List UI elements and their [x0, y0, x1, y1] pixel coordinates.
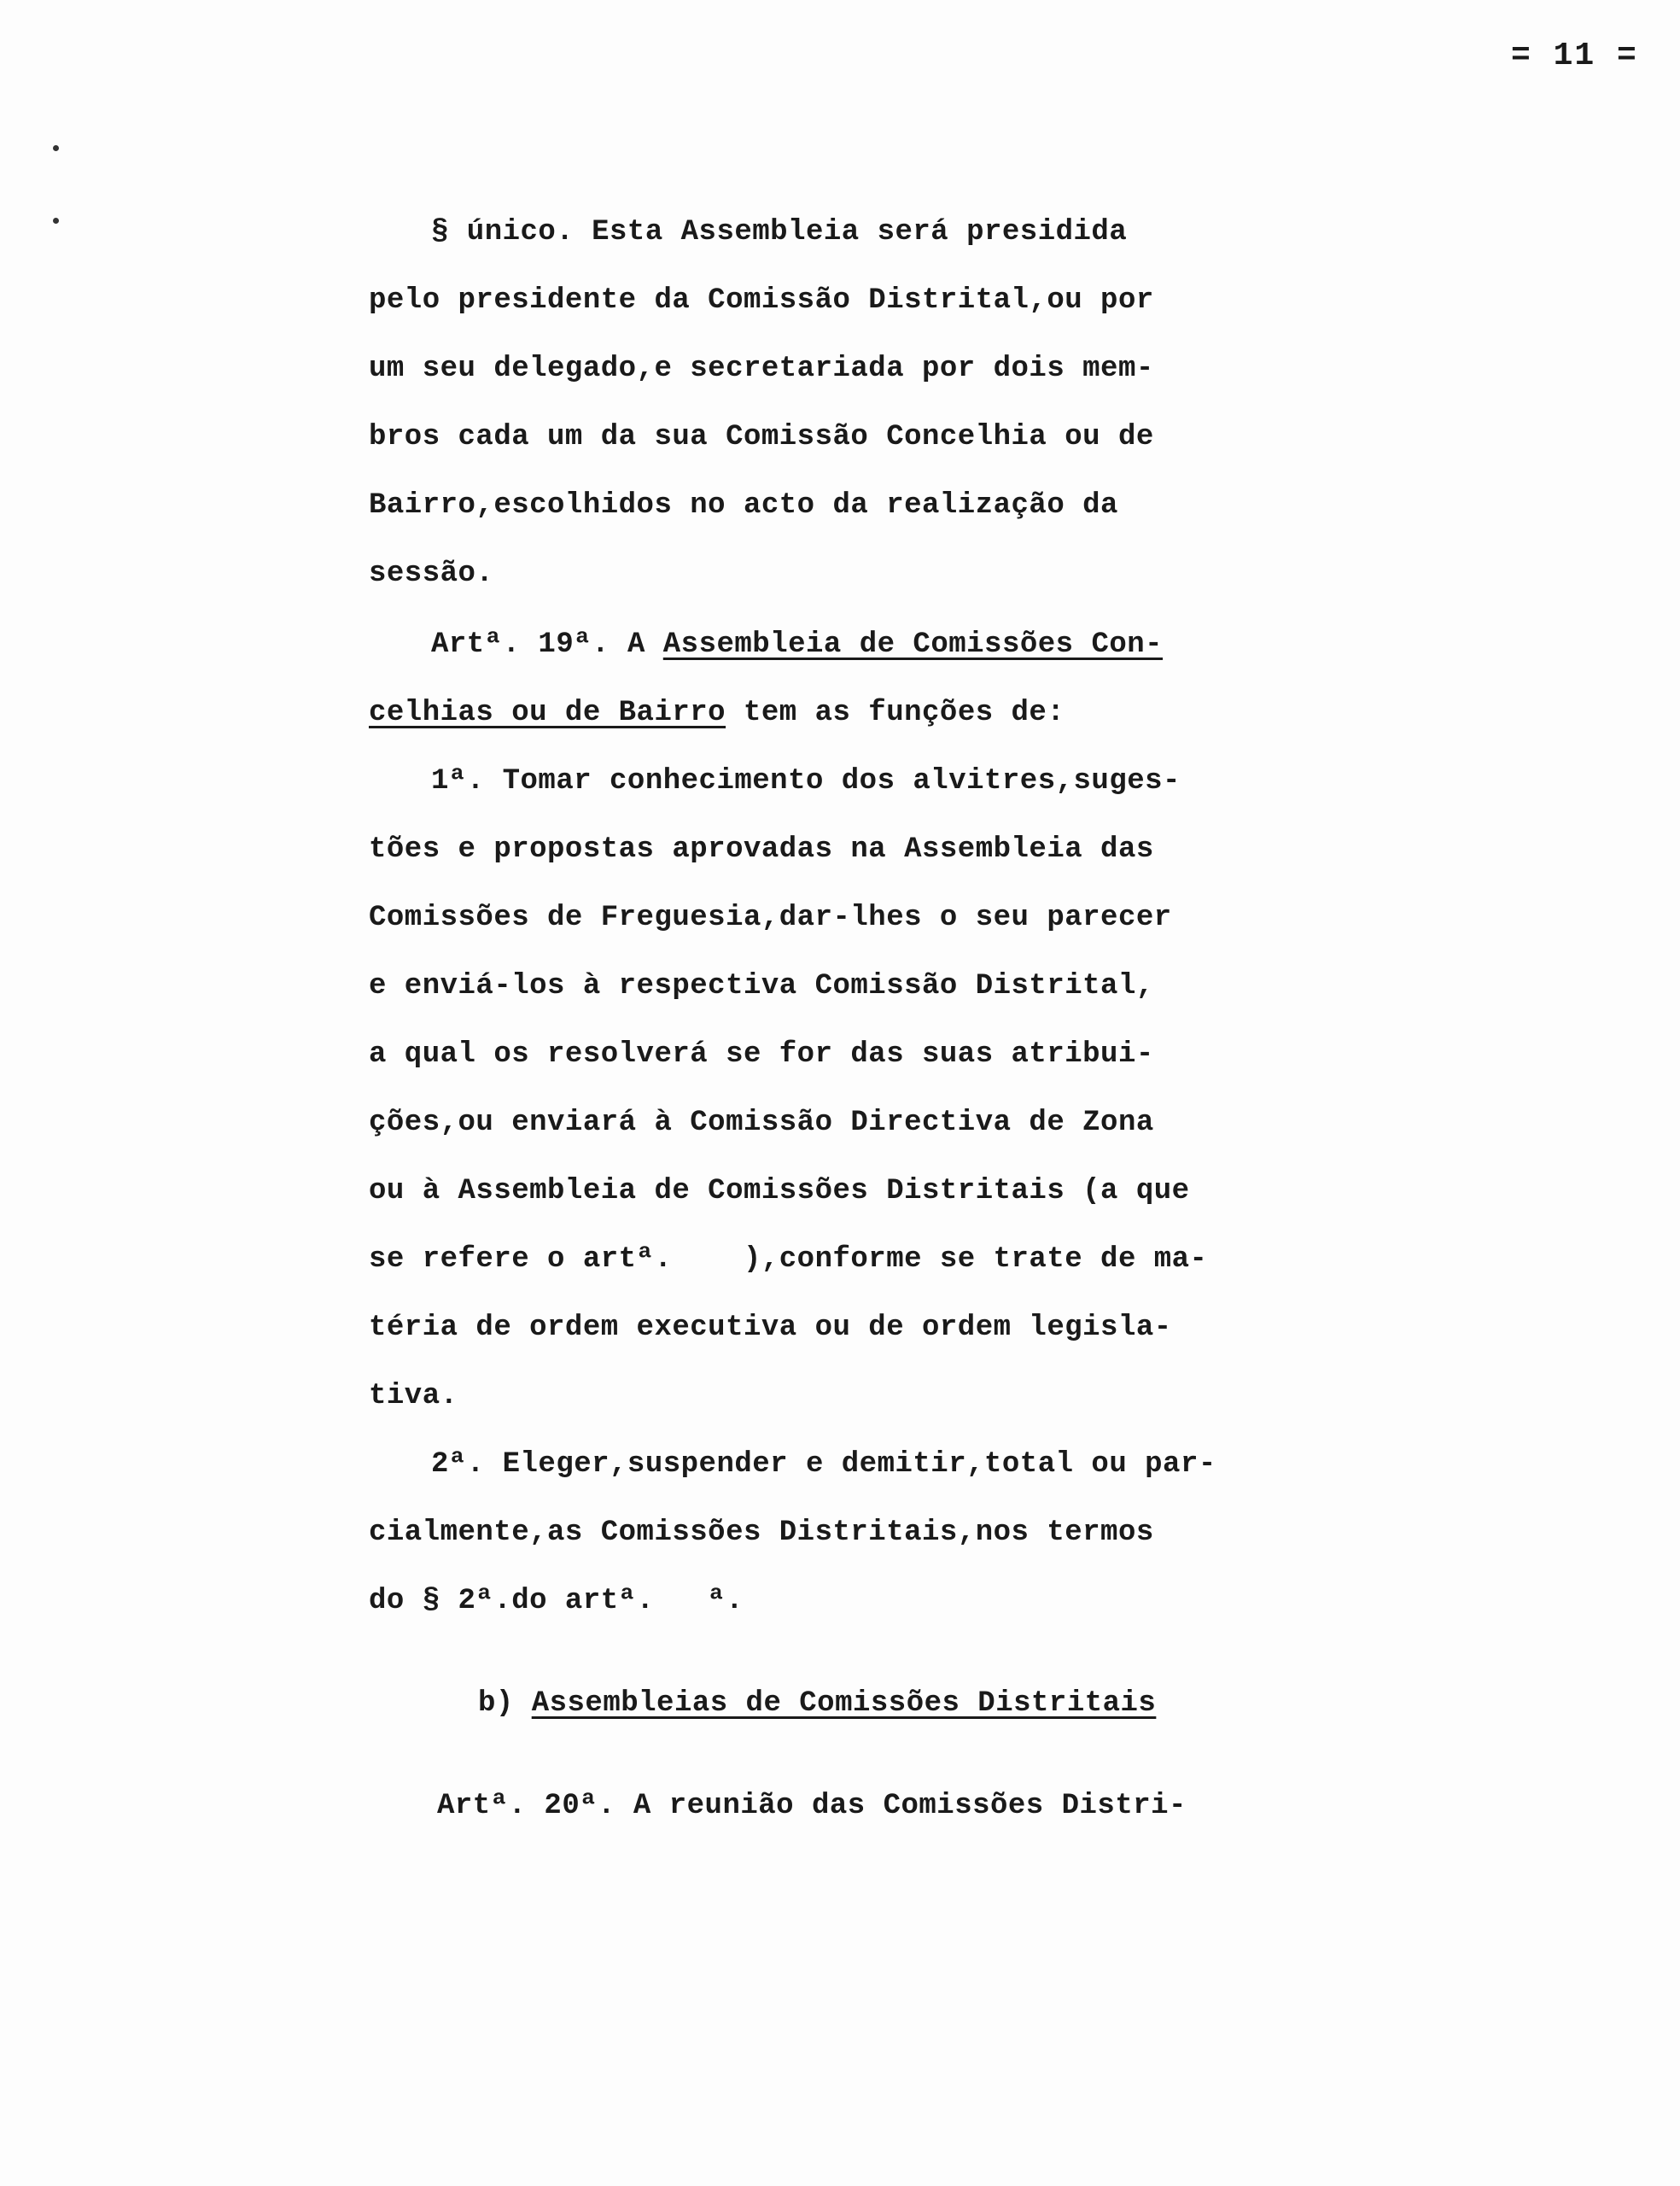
- text-line: se refere o artª. ),conforme se trate de ma-: [369, 1243, 1208, 1276]
- text-line: sessão.: [369, 558, 494, 590]
- text-line: e enviá-los à respectiva Comissão Distrital,: [369, 970, 1154, 1002]
- article-19-heading: [431, 628, 1163, 662]
- margin-speck: [53, 145, 59, 151]
- text-line: do § 2ª.do artª. ª.: [369, 1585, 744, 1617]
- article-number: ª. 19: [484, 628, 575, 661]
- text-line: tiva.: [369, 1380, 458, 1412]
- section-marker: b): [478, 1687, 532, 1720]
- text-span: tem as funções de:: [726, 697, 1065, 729]
- text-line: bros cada um da sua Comissão Concelhia ou de: [369, 421, 1154, 453]
- text-line: pelo presidente da Comissão Distrital,ou por: [369, 284, 1154, 317]
- text-line: tões e propostas aprovadas na Assembleia das: [369, 833, 1154, 866]
- underlined-title: Assembleia de Comissões Con-: [662, 628, 1164, 661]
- underlined-title: Assembleias de Comissões Distritais: [531, 1687, 1157, 1720]
- text-line: Bairro,escolhidos no acto da realização da: [369, 489, 1118, 522]
- text-line: téria de ordem executiva ou de ordem legisla-: [369, 1312, 1172, 1344]
- underlined-title: celhias ou de Bairro: [369, 697, 726, 729]
- text-line: [369, 696, 1065, 730]
- text-line: § único. Esta Assembleia será presidida: [431, 216, 1128, 248]
- text-line: um seu delegado,e secretariada por dois mem-: [369, 353, 1154, 385]
- text-line: ou à Assembleia de Comissões Distritais (a que: [369, 1175, 1190, 1207]
- text-line: Artª. 20ª. A reunião das Comissões Distri-: [437, 1790, 1187, 1822]
- text-line: 1ª. Tomar conhecimento dos alvitres,suges-: [431, 765, 1181, 798]
- text-line: Comissões de Freguesia,dar-lhes o seu parecer: [369, 902, 1172, 934]
- section-heading: [478, 1686, 1156, 1721]
- margin-speck: [53, 218, 59, 224]
- text-line: 2ª. Eleger,suspender e demitir,total ou par-: [431, 1448, 1216, 1481]
- article-label: Art: [431, 628, 485, 661]
- page-number: = 11 =: [1511, 38, 1638, 74]
- text-line: cialmente,as Comissões Distritais,nos termos: [369, 1517, 1154, 1549]
- text-line: a qual os resolverá se for das suas atribui-: [369, 1038, 1154, 1071]
- article-lead: ª. A: [574, 628, 663, 661]
- text-line: ções,ou enviará à Comissão Directiva de Zona: [369, 1107, 1154, 1139]
